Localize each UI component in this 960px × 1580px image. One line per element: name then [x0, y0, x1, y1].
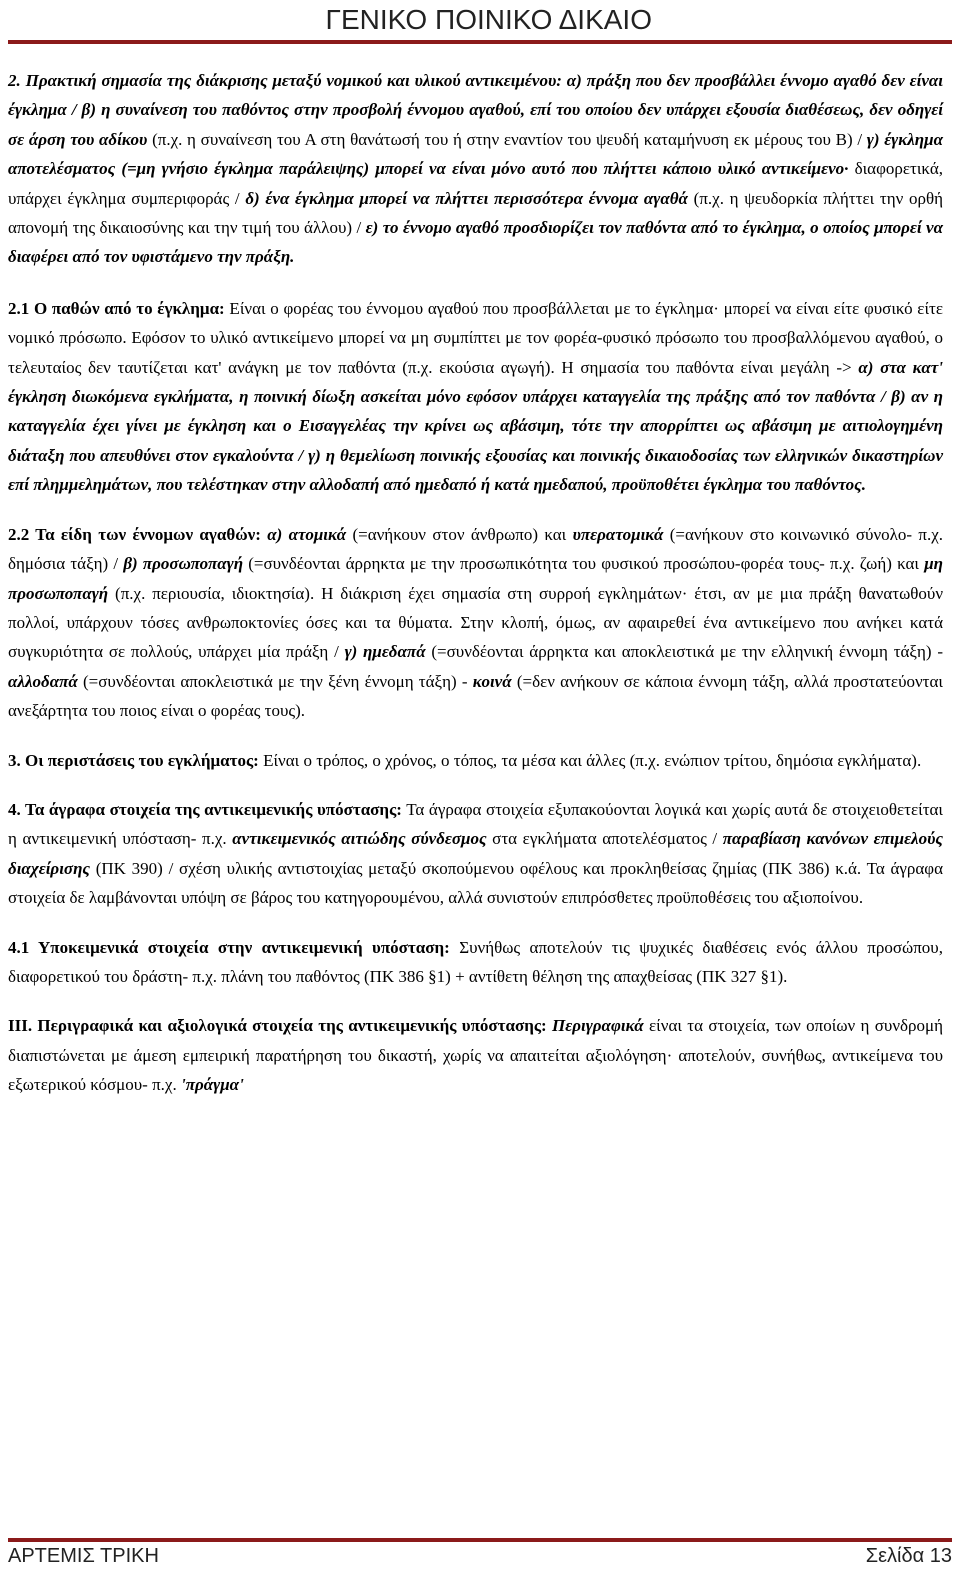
section-2-2-heading: 2.2 Τα είδη των έννομων αγαθών: [8, 524, 261, 544]
emphasis: Περιγραφικά [552, 1016, 644, 1036]
emphasis: α) στα κατ' έγκληση διωκόμενα εγκλήματα, η ποινική δίωξη ασκείται μόνο εφόσον υπάρχει καταγγελία της πράξης από τον παθόντα / β) αν η καταγγελία έχει γίνει με έγκληση και ο Εισαγγελέας την κρίνει ως αβάσιμη, τότε την απορρίπτει ως αβάσιμη με αιτιολογημένη διάταξη που απευθύνει στον εγκαλούντα / γ) η θεμελίωση ποινικής εξουσίας και ποινικής δικαιοδοσίας των ελληνικών δικαστηρίων επί πλημμελημάτων, που τελέστηκαν στην αλλοδαπή από ημεδαπό ή κατά ημεδαπού, προϋποθέτει έγκλημα του παθόντος. [8, 357, 944, 495]
section-4-heading: 4. Τα άγραφα στοιχεία της αντικειμενικής υπόστασης: [8, 799, 402, 819]
text: (=συνδέονται αποκλειστικά με την ξένη έννομη τάξη) - [77, 671, 473, 691]
emphasis: α) ατομικά [267, 524, 347, 544]
text: Είναι ο φορέας του έννομου αγαθού που προσβάλλεται με το έγκλημα· μπορεί να είναι είτε φυσικό είτε νομικό πρόσωπο. Εφόσον το υλικό αντικείμενο μπορεί να μη συμπίπτει με τον φορέα-φυσικό πρόσωπο του προσβαλλόμενου αγαθού, ο τελευταίος δεν ταυτίζεται κατ' ανάγκη με τον παθόντα (π.χ. εκούσια αγωγή). Η σημασία του παθόντα είναι μεγάλη -> [8, 298, 943, 377]
emphasis: αλλοδαπά [8, 671, 78, 691]
running-footer [8, 1545, 952, 1575]
section-3-heading: 3. Οι περιστάσεις του εγκλήματος: [8, 750, 259, 770]
text: Είναι ο τρόπος, ο χρόνος, ο τόπος, τα μέσα και άλλες (π.χ. ενώπιον τρίτου, δημόσια εγκλήματα). [258, 750, 922, 770]
paragraph-section-3 [8, 746, 943, 775]
text: Συνήθως αποτελούν τις ψυχικές διαθέσεις ενός άλλου προσώπου, διαφορετικού του δράστη- π.χ. πλάνη του παθόντος (ΠΚ 386 §1) + αντίθετη θέληση της απαχθείσας (ΠΚ 327 §1). [8, 937, 943, 986]
emphasis: γ) ημεδαπά [344, 642, 426, 662]
text: (ΠΚ 390) / σχέση υλικής αντιστοιχίας μεταξύ σκοπούμενου οφέλους και προκληθείσας ζημίας (ΠΚ 386) κ.ά. Τα άγραφα στοιχεία δε λαμβάνονται υπόψη σε βάρος του κατηγορουμένου, αλλά συνιστούν επιπρόσθετες προϋποθέσεις του αξιοποίνου. [8, 858, 943, 908]
text: (=συνδέονται άρρηκτα με την προσωπικότητα του φυσικού προσώπου-φορέα τους- π.χ. ζωή) και [243, 554, 925, 574]
emphasis: 'πράγμα' [180, 1075, 244, 1095]
page-number: Σελίδα 13 [865, 1545, 952, 1567]
text: είναι τα στοιχεία, των οποίων η συνδρομή διαπιστώνεται με άμεση εμπειρική παρατήρηση του δικαστή, χωρίς να απαιτείται αξιολόγηση· αποτελούν, συνήθως, αντικείμενα του εξωτερικού κόσμου- π.χ. [8, 1016, 944, 1095]
emphasis: ε) το έννομο αγαθό προσδιορίζει τον παθόντα από το έγκλημα, ο οποίος μπορεί να διαφέρει από τον υφιστάμενο την πράξη. [8, 218, 943, 267]
emphasis: γ) έγκλημα αποτελέσματος (=μη γνήσιο έγκλημα παράλειψης) μπορεί να είναι μόνο αυτό που πλήττει κάποιο υλικό αντικείμενο· [8, 129, 943, 179]
emphasis: αντικειμενικός αιτιώδης σύνδεσμος [232, 829, 487, 849]
text: (=δεν ανήκουν σε κάποια έννομη τάξη, αλλά προστατεύονται ανεξάρτητα του ποιος είναι ο φορέας τους). [8, 671, 943, 721]
text: (π.χ. η ψευδορκία πλήττει την ορθή απονομή της δικαιοσύνης και την τιμή του άλλου) / [8, 188, 943, 238]
emphasis: κοινά [472, 671, 512, 691]
section-4-1-heading: 4.1 Υποκειμενικά στοιχεία στην αντικειμενική υπόσταση: [8, 937, 450, 957]
text: (π.χ. η συναίνεση του Α στη θανάτωσή του ή στην εναντίον του ψευδή καταμήνυση εκ μέρους του Β) / [147, 129, 867, 149]
emphasis: υπερατομικά [572, 524, 664, 544]
paragraph-section-iii [8, 1011, 943, 1099]
emphasis: μη προσωποπαγή [8, 554, 943, 603]
emphasis: παραβίαση κανόνων επιμελούς διαχείρισης [8, 829, 943, 878]
text: Τα άγραφα στοιχεία εξυπακούονται λογικά και χωρίς αυτά δε στοιχειοθετείται η αντικειμενική υπόσταση- π.χ. [8, 799, 944, 849]
emphasis: δ) ένα έγκλημα μπορεί να πλήττει περισσότερα έννομα αγαθά [245, 188, 688, 208]
paragraph-section-4-1 [8, 933, 943, 992]
running-header [8, 0, 952, 44]
text: (=ανήκουν στο κοινωνικό σύνολο- π.χ. δημόσια τάξη) / [8, 524, 944, 574]
section-iii-heading: ΙΙΙ. Περιγραφικά και αξιολογικά στοιχεία της αντικειμενικής υπόστασης: [8, 1016, 547, 1036]
text: (=συνδέονται άρρηκτα και αποκλειστικά με την ελληνική έννομη τάξη) - [425, 642, 943, 662]
footer-author: ΑΡΤΕΜΙΣ ΤΡΙΚΗ [8, 1545, 159, 1567]
paragraph-section-2 [8, 66, 943, 272]
section-2-1-heading: 2.1 Ο παθών από το έγκλημα: [8, 298, 225, 318]
text: στα εγκλήματα αποτελέσματος / [486, 829, 723, 849]
text: (π.χ. περιουσία, ιδιοκτησία). Η διάκριση έχει σημασία στη συρροή εγκλημάτων· έτσι, αν με μια πράξη θανατωθούν πολλοί, υπάρχουν τόσες ανθρωποκτονίες όσες και τα θύματα. Στην κλοπή, όμως, αν αφαιρεθεί ένα αντικείμενο που ανήκει κατά συγκυριότητα σε πολλούς, υπάρχει μία πράξη / [8, 583, 943, 662]
paragraph-section-2-1 [8, 294, 943, 500]
text: (=ανήκουν στον άνθρωπο) και [346, 524, 573, 544]
header-title: ΓΕΝΙΚΟ ΠΟΙΝΙΚΟ ΔΙΚΑΙΟ [325, 4, 652, 35]
document-body [8, 66, 943, 1120]
footer-rule [8, 1538, 952, 1542]
section-2-heading: 2. Πρακτική σημασία της διάκρισης μεταξύ νομικού και υλικού αντικειμένου: α) πράξη που δεν προσβάλλει έννομο αγαθό δεν είναι έγκλημα / β) η συναίνεση του παθόντος στην προσβολή έννομου αγαθού, επί του οποίου δεν υπάρχει εξουσία διαθέσεως, δεν οδηγεί σε άρση του αδίκου [8, 71, 943, 149]
emphasis: β) προσωποπαγή [123, 554, 244, 574]
paragraph-section-4 [8, 795, 943, 913]
text: διαφορετικά, υπάρχει έγκλημα συμπεριφοράς / [8, 159, 943, 208]
paragraph-section-2-2 [8, 520, 943, 726]
